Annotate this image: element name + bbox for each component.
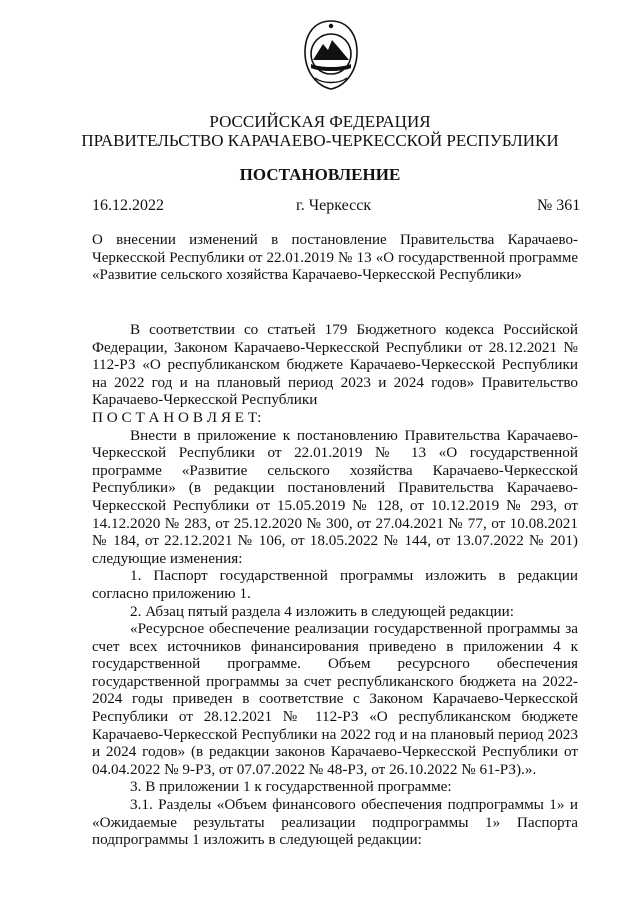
- header-government: ПРАВИТЕЛЬСТВО КАРАЧАЕВО-ЧЕРКЕССКОЙ РЕСПУБЛИКИ: [81, 131, 559, 150]
- document-number: № 361: [537, 197, 581, 214]
- body-paragraph: 3. В приложении 1 к государственной программе:: [130, 778, 452, 796]
- header-country: РОССИЙСКАЯ ФЕДЕРАЦИЯ: [209, 112, 431, 131]
- document-type-title: ПОСТАНОВЛЕНИЕ: [239, 165, 401, 184]
- body-paragraph: «Ресурсное обеспечение реализации государственной программы за счет всех источников финансирования приведено в приложении 4 к государственной программе. Объем ресурсного обеспечения государственной программы за счет республиканского бюджета на 2022-2024 годы приведен в соответствие с Законом Карачаево-Черкесской Республики от 28.12.2021 № 112-РЗ «О республиканском бюджете Карачаево-Черкесской Республики на 2022 год и на плановый период 2023 и 2024 годов» (в редакции законов Карачаево-Черкесской Республики от 04.04.2022 № 9-РЗ, от 07.07.2022 № 48-РЗ, от 26.10.2022 № 61-РЗ).».: [92, 620, 578, 778]
- coat-of-arms-emblem-icon: [301, 18, 361, 92]
- document-city: г. Черкесск: [296, 197, 372, 214]
- body-paragraph: 2. Абзац пятый раздела 4 изложить в следующей редакции:: [130, 602, 515, 620]
- document-subject: О внесении изменений в постановление Правительства Карачаево-Черкесской Республики от 22.01.2019 № 13 «О государственной программе «Развитие сельского хозяйства Карачаево-Черкесской Республики»: [92, 232, 578, 283]
- body-paragraph: Внести в приложение к постановлению Правительства Карачаево-Черкесской Республики от 22.01.2019 № 13 «О государственной программе «Развитие сельского хозяйства Карачаево-Черкесской Республики» (в редакции постановлений Правительства Карачаево-Черкесской Республики от 15.05.2019 № 128, от 10.12.2019 № 293, от 14.12.2020 № 283, от 25.12.2020 № 300, от 27.04.2021 № 77, от 10.08.2021 № 184, от 22.12.2021 № 106, от 18.05.2022 № 144, от 13.07.2022 № 201) следующие изменения:: [92, 426, 578, 567]
- document-body: [92, 321, 578, 849]
- resolution-word: П О С Т А Н О В Л Я Е Т:: [92, 408, 262, 426]
- document-date: 16.12.2022: [92, 197, 164, 214]
- body-paragraph: 1. Паспорт государственной программы изложить в редакции согласно приложению 1.: [92, 567, 578, 602]
- preamble-paragraph: В соответствии со статьей 179 Бюджетного кодекса Российской Федерации, Законом Карачаево-Черкесской Республики от 28.12.2021 № 112-РЗ «О республиканском бюджете Карачаево-Черкесской Республики на 2022 год и на плановый период 2023 и 2024 годов» Правительство Карачаево-Черкесской Республики: [92, 321, 578, 409]
- body-paragraph: 3.1. Разделы «Объем финансового обеспечения подпрограммы 1» и «Ожидаемые результаты реализации подпрограммы 1» Паспорта подпрограммы 1 изложить в следующей редакции:: [92, 796, 578, 849]
